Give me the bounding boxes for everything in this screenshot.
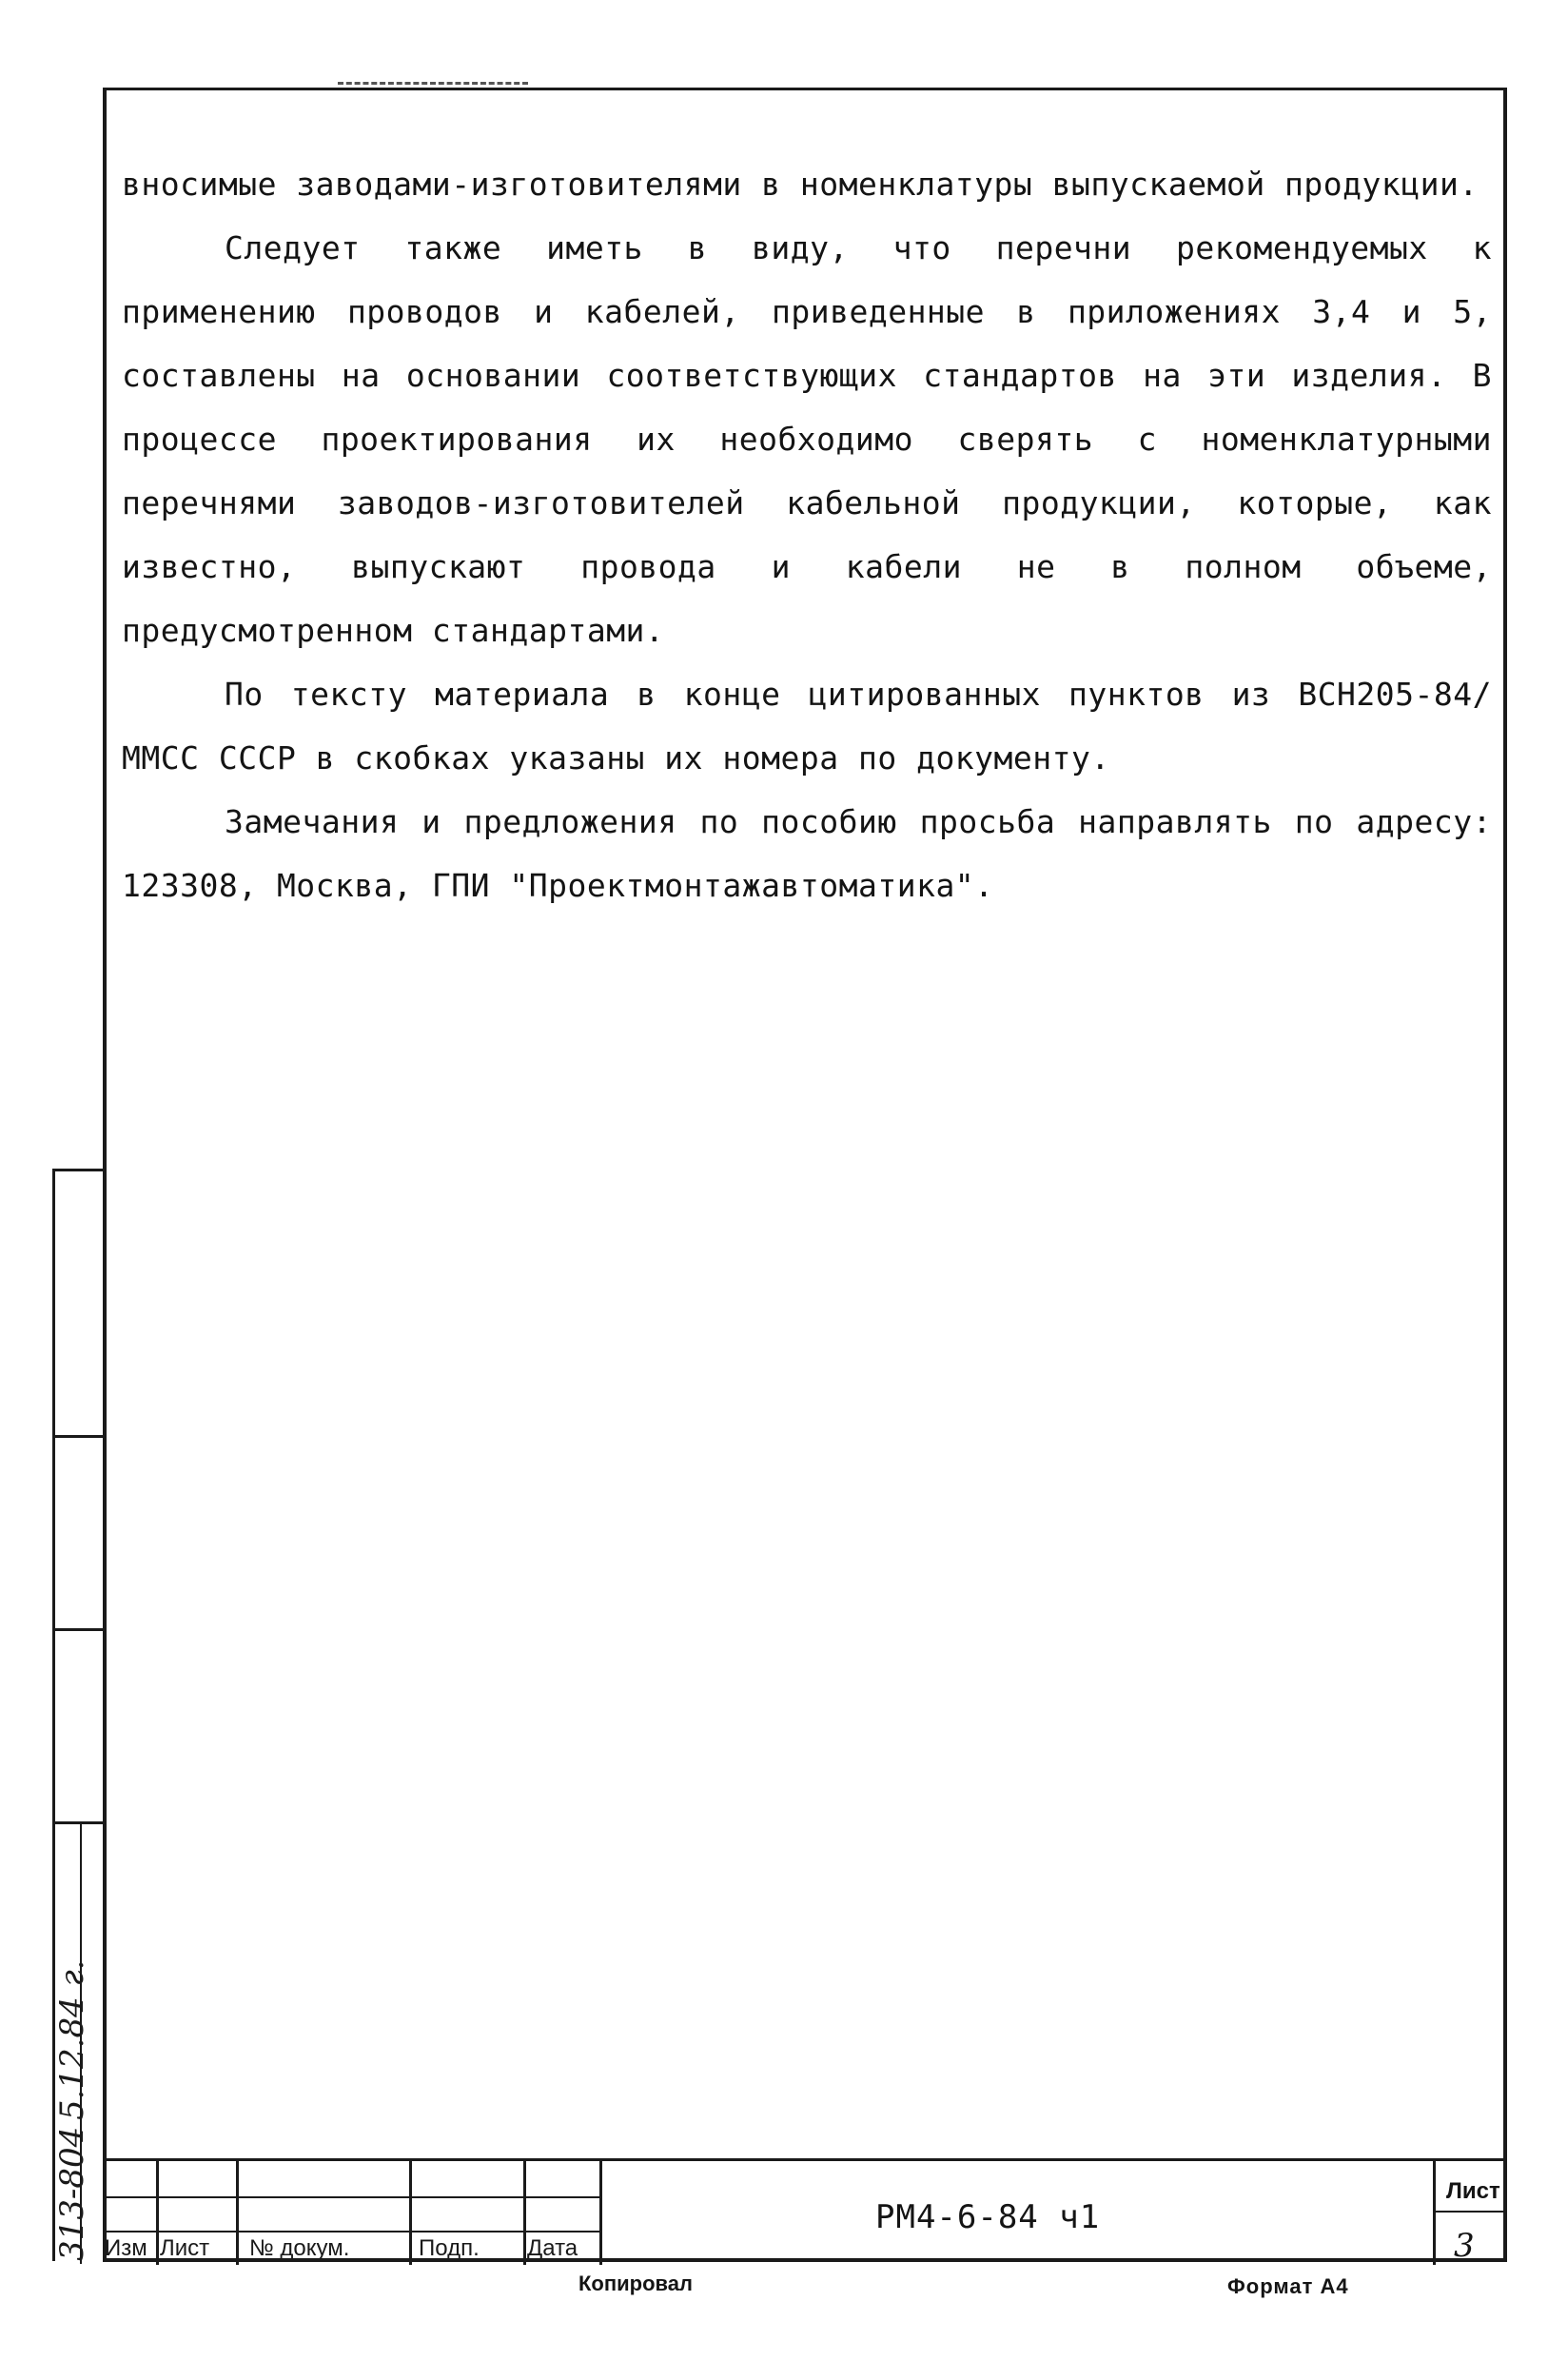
tb-row-line: [103, 2196, 599, 2198]
strip-divider: [55, 1628, 106, 1631]
paragraph-2: Следует также иметь в виду, что перечни рекомендуемых к применению проводов и кабелей, приведенные в приложениях 3,4 и 5, составлены на основании соответствующих стандартов на эти изделия. В процессе проектирования их необходимо сверять с номенклатурными перечнями заводов-изготовителей кабельной продукции, которые, как известно, выпускают провода и кабели не в полном объеме, предусмотренном стандартами.: [122, 229, 1492, 649]
tb-divider: [156, 2161, 159, 2265]
tb-divider: [599, 2161, 602, 2265]
tb-divider: [236, 2161, 239, 2265]
document-code: РМ4-6-84 ч1: [875, 2198, 1101, 2236]
tb-row-line: [1433, 2211, 1507, 2213]
col-signature-label: Подп.: [419, 2235, 480, 2261]
tb-divider: [523, 2161, 526, 2265]
col-sheet-label: Лист: [160, 2235, 210, 2261]
col-doc-number-label: № докум.: [249, 2235, 350, 2261]
tb-divider: [409, 2161, 412, 2265]
copied-by: Копировал: [578, 2272, 694, 2295]
col-date-label: Дата: [527, 2235, 578, 2261]
sheet-number: 3: [1454, 2227, 1475, 2265]
tb-row-line: [103, 2231, 599, 2232]
paragraph-4: Замечания и предложения по пособию просьба направлять по адресу: 123308, Москва, ГПИ "Проектмонтажавтоматика".: [122, 803, 1492, 904]
paragraph-1: вносимые заводами-изготовителями в номенклатуры выпускаемой продукции.: [122, 166, 1479, 203]
paper-format: Формат А4: [1227, 2274, 1349, 2298]
inventory-number: 313-804: [53, 2126, 91, 2261]
body-text: [122, 152, 1492, 917]
strip-divider: [55, 1435, 106, 1438]
sheet-label: Лист: [1446, 2178, 1500, 2204]
date-signature: 5.12.84 г.: [53, 1959, 91, 2120]
paragraph-3: По тексту материала в конце цитированных пунктов из ВСН205-84/ ММСС СССР в скобках указаны их номера по документу.: [122, 676, 1492, 777]
col-change-label: Изм: [105, 2235, 147, 2261]
tb-divider: [1433, 2161, 1436, 2265]
top-dash-mark: [338, 82, 528, 85]
